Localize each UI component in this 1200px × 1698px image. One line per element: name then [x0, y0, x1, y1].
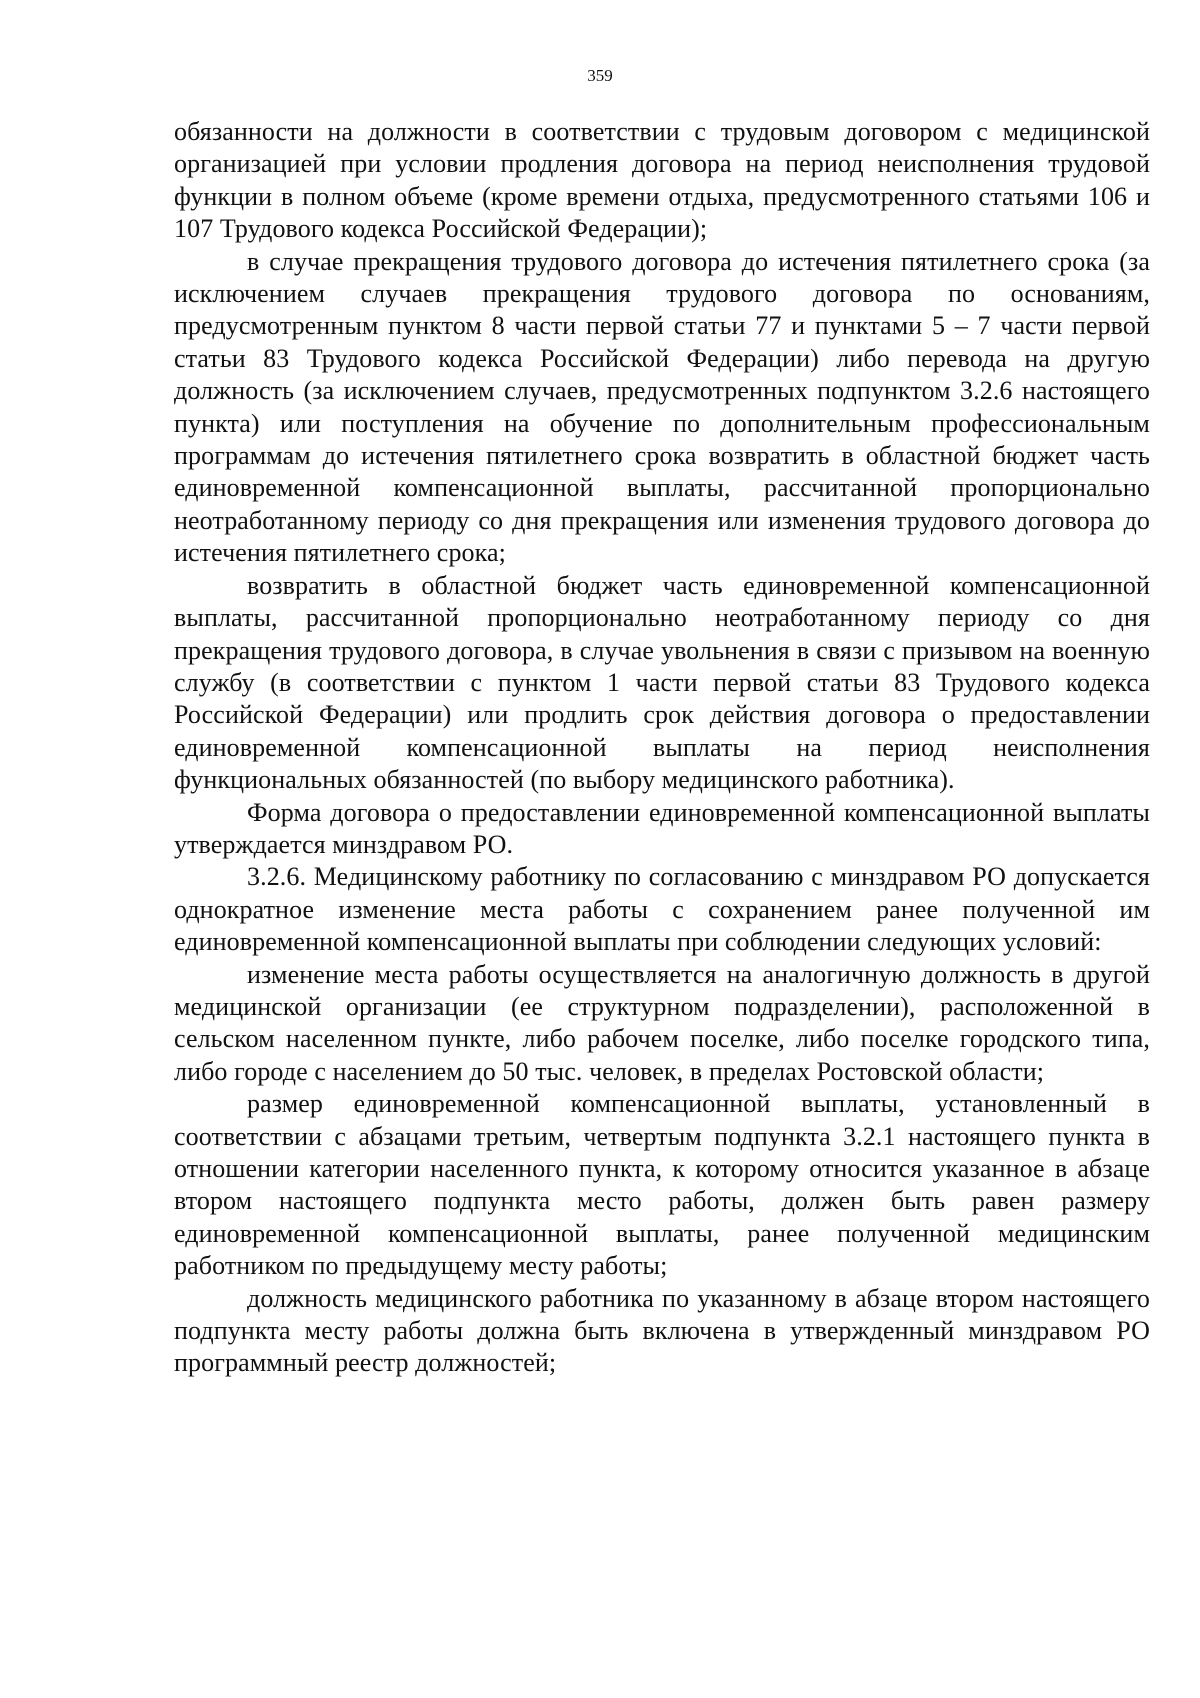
paragraph-continuation: обязанности на должности в соответствии с трудовым договором с медицинской организацией при условии продления договора на период неисполнения трудовой функции в полном объеме (кроме времени отдыха, предусмотренного статьями 106 и 107 Трудового кодекса Российской Федерации);	[174, 117, 1150, 244]
paragraph-payment-amount: размер единовременной компенсационной выплаты, установленный в соответствии с абзацами третьим, четвертым подпункта 3.2.1 настоящего пункта в отношении категории населенного пункта, к которому относится указанное в абзаце втором настоящего подпункта место работы, должен быть равен размеру единовременной компенсационной выплаты, ранее полученной медицинским работником по предыдущему месту работы;	[174, 1089, 1150, 1281]
document-body	[174, 116, 1150, 1380]
paragraph-section-3-2-6: 3.2.6. Медицинскому работнику по согласованию с минздравом РО допускается однократное изменение места работы с сохранением ранее полученной им единовременной компенсационной выплаты при соблюдении следующих условий:	[174, 862, 1150, 957]
paragraph-registry-position: должность медицинского работника по указанному в абзаце втором настоящего подпункта месту работы должна быть включена в утвержденный минздравом РО программный реестр должностей;	[174, 1283, 1150, 1378]
paragraph-early-termination: в случае прекращения трудового договора до истечения пятилетнего срока (за исключением случаев прекращения трудового договора по основаниям, предусмотренным пунктом 8 части первой статьи 77 и пунктами 5 – 7 части первой статьи 83 Трудового кодекса Российской Федерации) либо перевода на другую должность (за исключением случаев, предусмотренных подпунктом 3.2.6 настоящего пункта) или поступления на обучение по дополнительным профессиональным программам до истечения пятилетнего срока возвратить в областной бюджет часть единовременной компенсационной выплаты, рассчитанной пропорционально неотработанному периоду со дня прекращения или изменения трудового договора до истечения пятилетнего срока;	[174, 246, 1150, 568]
paragraph-workplace-change: изменение места работы осуществляется на аналогичную должность в другой медицинской организации (ее структурном подразделении), расположенной в сельском населенном пункте, либо рабочем поселке, либо поселке городского типа, либо городе с населением до 50 тыс. человек, в пределах Ростовской области;	[174, 959, 1150, 1086]
paragraph-contract-form: Форма договора о предоставлении единовременной компенсационной выплаты утверждается минздравом РО.	[174, 797, 1150, 859]
page-number: 359	[587, 66, 613, 85]
paragraph-military-service: возвратить в областной бюджет часть единовременной компенсационной выплаты, рассчитанной пропорционально неотработанному периоду со дня прекращения трудового договора, в случае увольнения в связи с призывом на военную службу (в соответствии с пунктом 1 части первой статьи 83 Трудового кодекса Российской Федерации) или продлить срок действия договора о предоставлении единовременной компенсационной выплаты на период неисполнения функциональных обязанностей (по выбору медицинского работника).	[174, 570, 1150, 795]
